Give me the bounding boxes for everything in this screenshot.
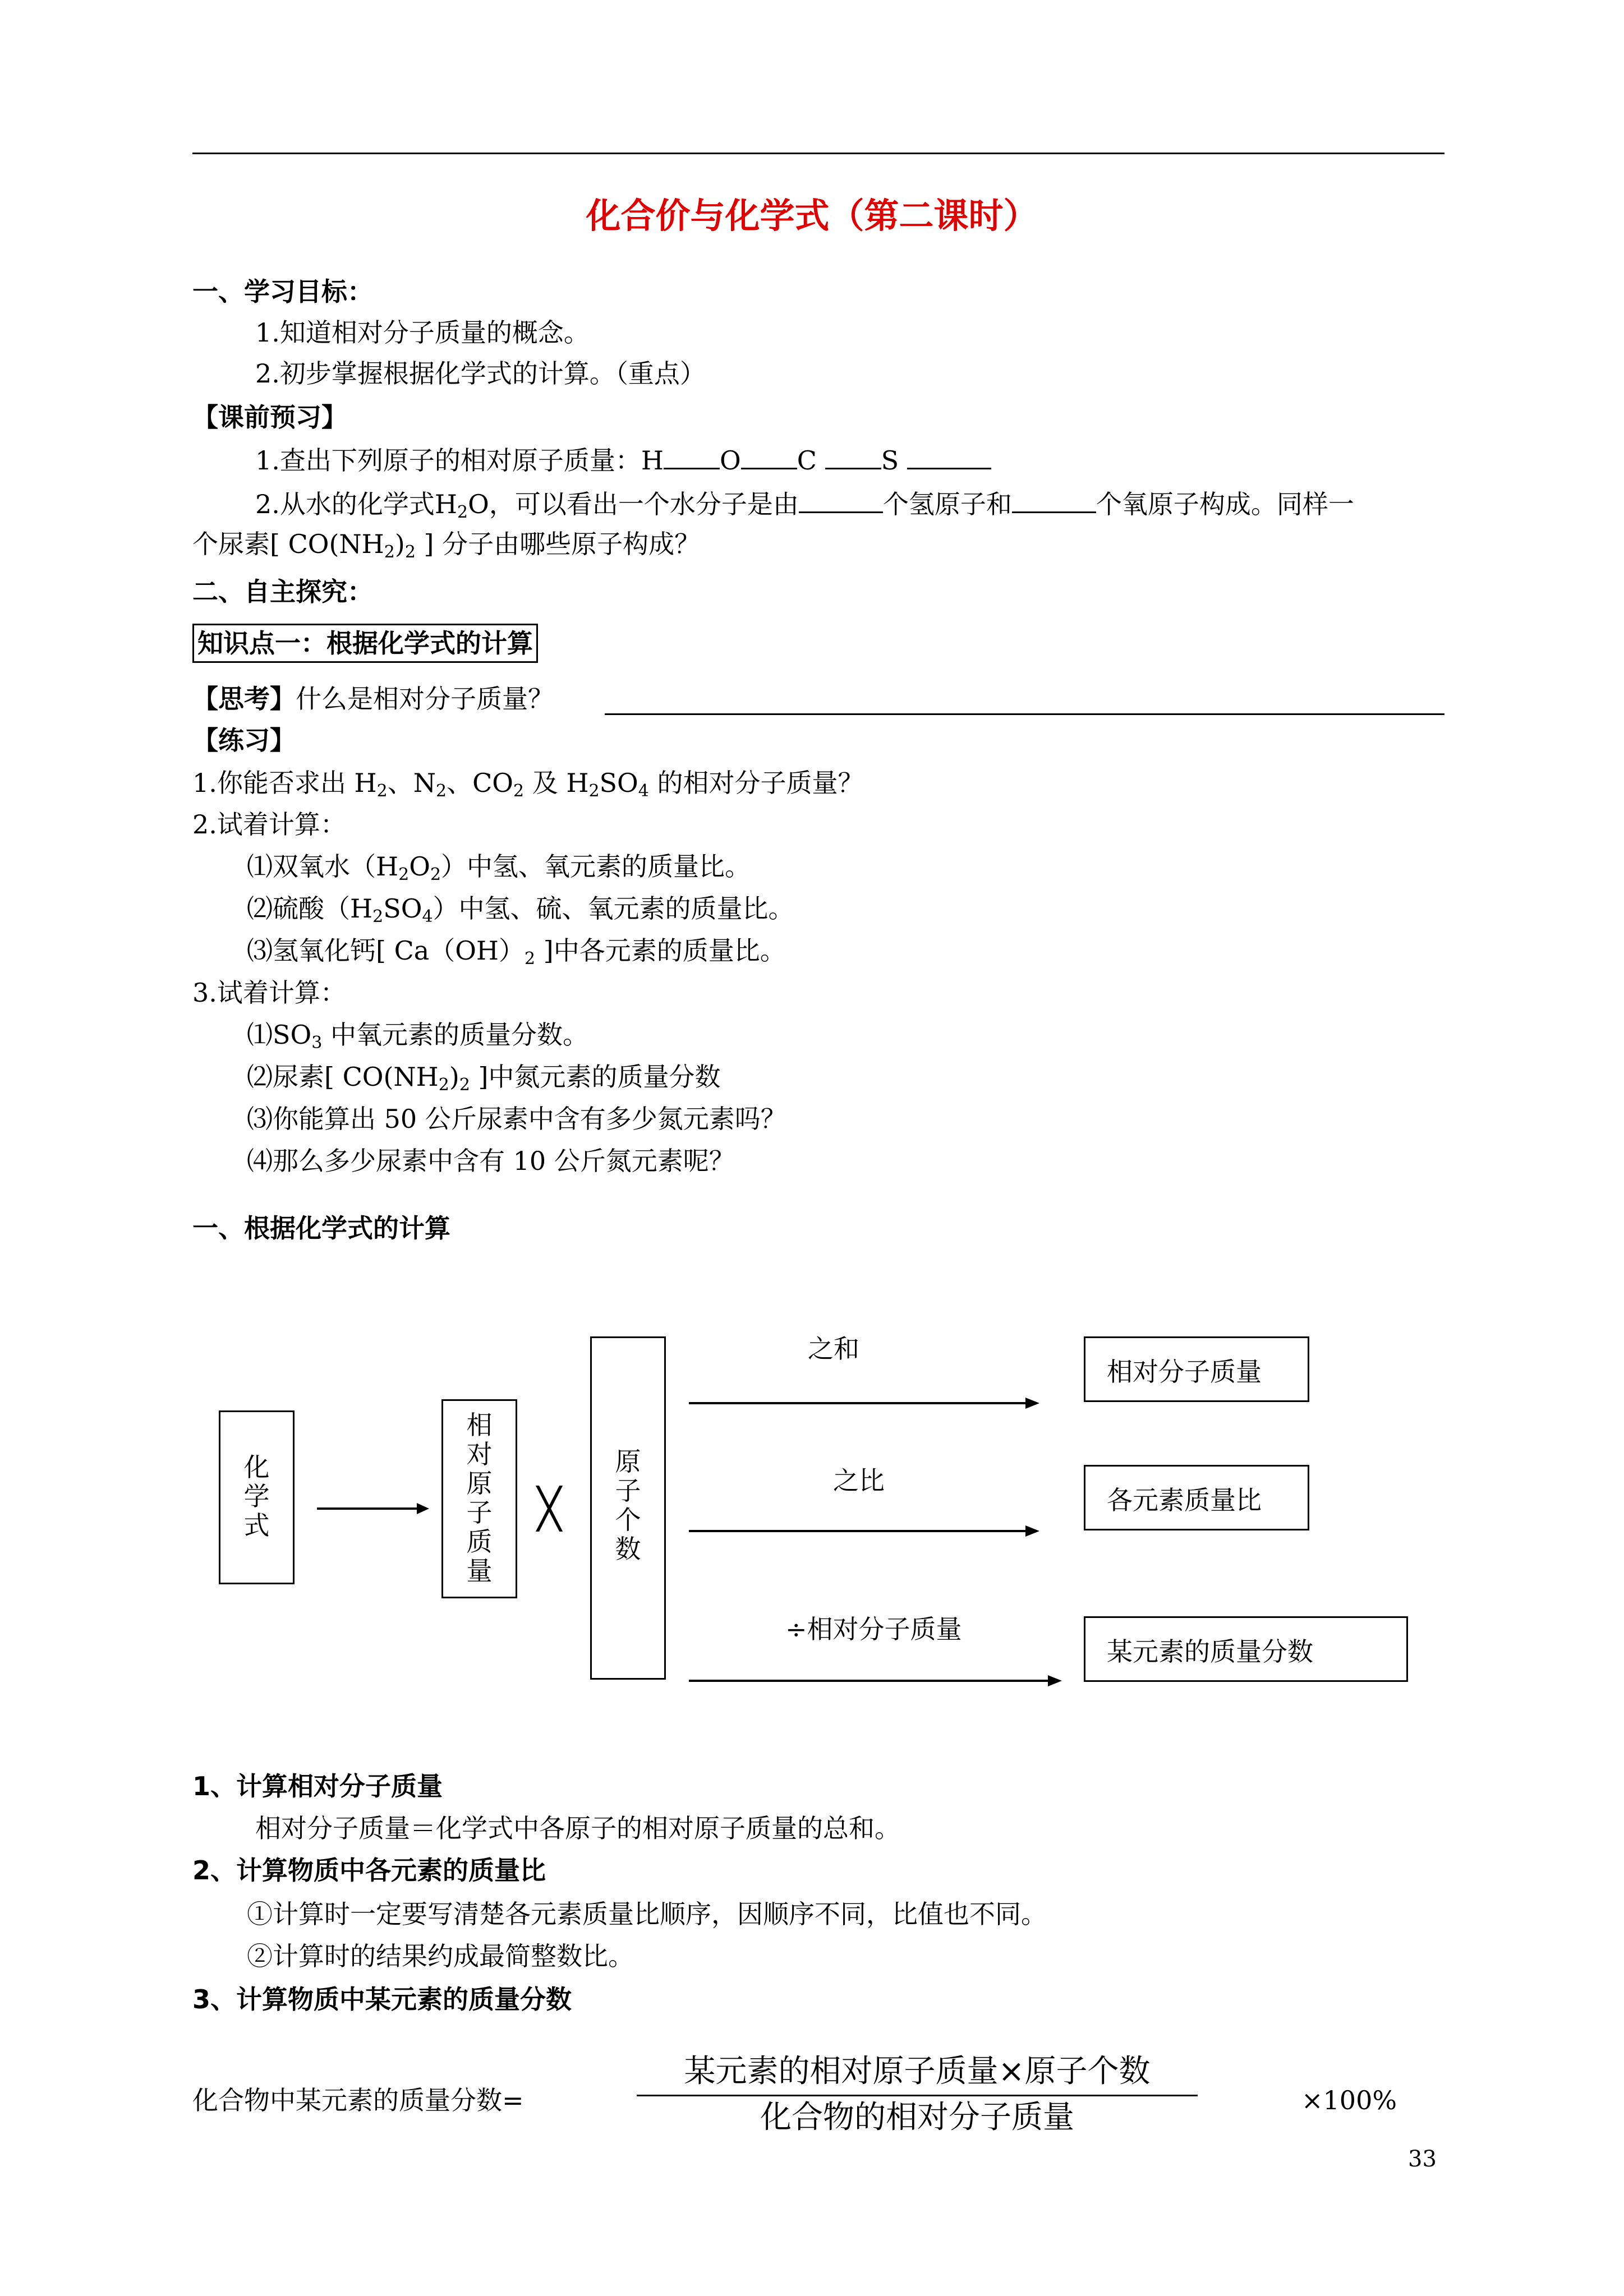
- s2-heading: 2、计算物质中各元素的质量比: [192, 1855, 546, 1885]
- q2-text: 个尿素[ CO(NH: [192, 529, 384, 559]
- item-text: ⑴双氧水（H: [247, 851, 399, 882]
- s2-item-2: ②计算时的结果约成最简整数比。: [247, 1941, 634, 1971]
- blank-h[interactable]: [664, 443, 720, 469]
- formula-box-label: 化学式: [243, 1452, 270, 1541]
- practice-3-heading: 3.试着计算：: [192, 978, 346, 1008]
- blank-o-count[interactable]: [1012, 487, 1096, 513]
- atomic-mass-box-label: 相对原子质量: [466, 1410, 493, 1586]
- arrow-to-atomic-mass: [317, 1497, 429, 1520]
- preview-q2-line2: 个尿素[ $CO(NH_2)_2$ ] 分子由哪些原子构成？: [192, 529, 701, 562]
- item-text: ⑵尿素[ CO(NH: [247, 1062, 439, 1092]
- practice-3-item: $⑴SO_3$ 中氧元素的质量分数。: [247, 1020, 588, 1053]
- output-mass-fraction: 某元素的质量分数: [1084, 1616, 1408, 1682]
- q2-text: 个氧原子构成。同样一: [1096, 489, 1354, 519]
- formula-numerator: 某元素的相对原子质量×原子个数: [684, 2053, 1151, 2090]
- label-sum: 之和: [808, 1334, 859, 1364]
- arrow-ratio: [689, 1520, 1039, 1542]
- atom-o: O: [720, 445, 741, 476]
- atom-s: S: [881, 445, 899, 476]
- practice-2-heading: 2.试着计算：: [192, 809, 346, 840]
- practice-3-item: ⑶你能算出 50 公斤尿素中含有多少氮元素吗？: [247, 1104, 786, 1134]
- blank-h-count[interactable]: [799, 487, 883, 513]
- practice-heading: 【练习】: [192, 725, 296, 755]
- preview-q1-text: 1.查出下列原子的相对原子质量：: [255, 445, 641, 476]
- header-rule: [192, 153, 1444, 154]
- preview-q1: [255, 443, 991, 477]
- practice-1: 1.你能否求出 $H_2$、$N_2$、$CO_2$ 及 $H_2SO_4$ 的相对分子质量？: [192, 768, 864, 801]
- goal-item: 1.知道相对分子质量的概念。: [255, 317, 590, 348]
- blank-o[interactable]: [741, 443, 797, 469]
- practice-2-item: ⑶氢氧化钙[ $Ca(OH)_2$ ]中各元素的质量比。: [247, 935, 786, 969]
- formula-times-100: ×100%: [1301, 2085, 1397, 2115]
- q2-text: ): [394, 529, 405, 559]
- think-answer-line[interactable]: [605, 713, 1444, 715]
- arrow-divide: [689, 1670, 1062, 1692]
- s2-item-text: 比顺序，因顺序不同，比值也不同。: [634, 1899, 1047, 1929]
- page-title: 化合价与化学式（第二课时）: [586, 195, 1038, 236]
- multiply-cross-icon: ╳: [537, 1486, 562, 1532]
- s3-heading: 3、计算物质中某元素的质量分数: [192, 1984, 572, 2014]
- q2-text: O，可以看出一个水分子是由: [468, 489, 799, 519]
- formula-lhs: 化合物中某元素的质量分数=: [192, 2085, 524, 2115]
- arrow-sum: [689, 1392, 1039, 1414]
- practice-2-item: ⑴双氧水$(H_2O_2)$中氢、氧元素的质量比。: [247, 851, 751, 884]
- practice-1-text: 1.你能否求出 H: [192, 768, 377, 798]
- item-text: ⑶氢氧化钙[ Ca（OH）: [247, 935, 525, 966]
- practice-3-item: ⑵尿素[ $CO(NH_2)_2$ ]中氮元素的质量分数: [247, 1062, 721, 1095]
- fraction-bar: [637, 2095, 1198, 2096]
- atom-count-box-label: 原子个数: [615, 1446, 641, 1564]
- practice-2-item: ⑵硫酸$(H_2SO_4)$中氢、硫、氧元素的质量比。: [247, 893, 794, 926]
- s1-heading: 1、计算相对分子质量: [192, 1771, 443, 1801]
- q2-text: 2.从水的化学式H: [255, 489, 458, 519]
- preview-q2-line1: 2.从水的化学式$H_2O$，可以看出一个水分子是由 个氢原子和 个氧原子构成。同样一: [255, 487, 1354, 521]
- label-ratio: 之比: [833, 1465, 885, 1496]
- think-label: 【思考】: [192, 684, 296, 714]
- s2-item-text: ①计算时一定要写清楚各元素质量: [247, 1899, 634, 1929]
- s2-item-1: [247, 1897, 1047, 1931]
- item-text: ⑴SO: [247, 1020, 312, 1050]
- atom-h: H: [641, 445, 664, 476]
- think-text: 什么是相对分子质量？: [296, 684, 554, 714]
- output-molecular-mass: 相对分子质量: [1084, 1336, 1309, 1402]
- q2-text: 个氢原子和: [882, 489, 1012, 519]
- s1-text: 相对分子质量＝化学式中各原子的相对原子质量的总和。: [255, 1813, 900, 1843]
- practice-3-item: ⑷那么多少尿素中含有 10 公斤氮元素呢？: [247, 1146, 735, 1176]
- q2-text: ] 分子由哪些原子构成？: [415, 529, 701, 559]
- goal-item: 2.初步掌握根据化学式的计算。（重点）: [255, 358, 706, 389]
- blank-s[interactable]: [907, 443, 991, 469]
- output-mass-ratio: 各元素质量比: [1084, 1465, 1309, 1530]
- formula-denominator: 化合物的相对分子质量: [760, 2099, 1074, 2136]
- knowledge-point-box: 知识点一：根据化学式的计算: [192, 624, 538, 663]
- section-heading-explore: 二、自主探究：: [192, 577, 373, 607]
- preview-heading: 【课前预习】: [192, 402, 347, 432]
- atom-c: C: [797, 445, 817, 476]
- section-heading-goals: 一、学习目标：: [192, 276, 373, 307]
- page-number: 33: [1408, 2146, 1437, 2172]
- blank-c[interactable]: [825, 443, 881, 469]
- label-divide: ÷相对分子质量: [785, 1614, 962, 1644]
- calc-heading: 一、根据化学式的计算: [192, 1213, 450, 1243]
- item-text: ⑵硫酸（H: [247, 893, 373, 924]
- think-line: [192, 682, 554, 716]
